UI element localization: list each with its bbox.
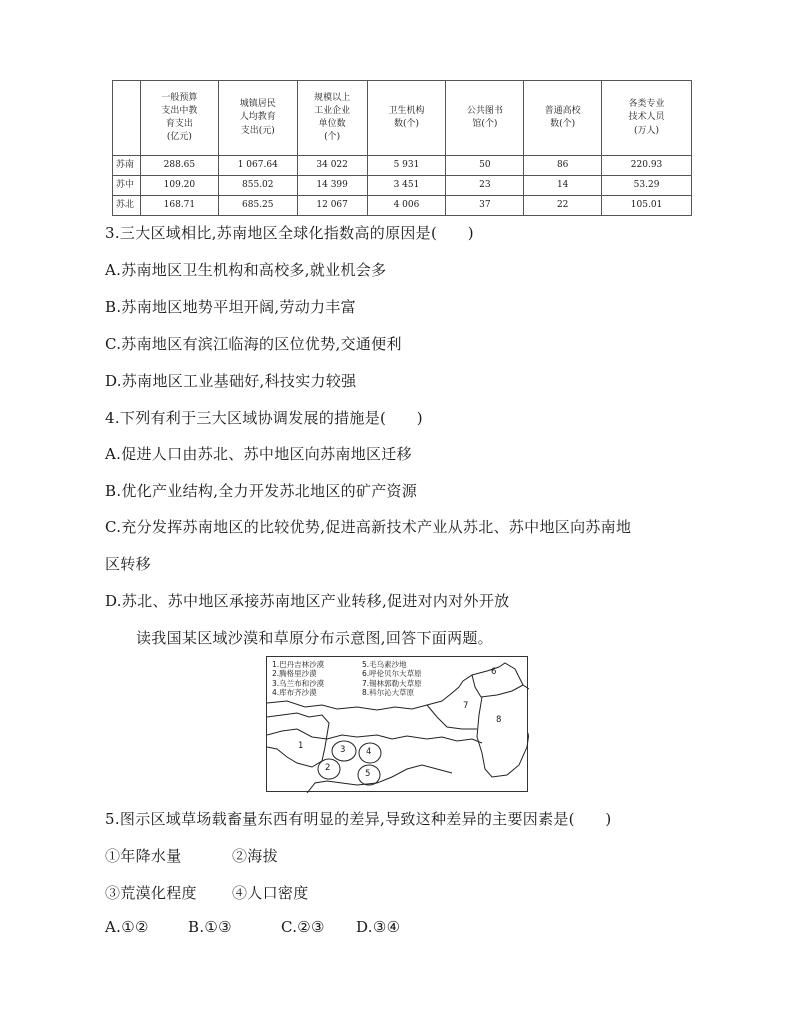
table-row (113, 156, 692, 176)
table-cell: 105.01 (602, 196, 692, 216)
question-5-stem: 5.图示区域草场载畜量东西有明显的差异,导致这种差异的主要因素是( ) (105, 810, 612, 828)
table-cell: 1 067.64 (218, 156, 297, 176)
table-cell: 12 067 (297, 196, 367, 216)
table-cell: 5 931 (367, 156, 446, 176)
table-cell: 苏中 (113, 176, 141, 196)
map-label-1: 1 (298, 741, 304, 751)
question-5-option-1: ①年降水量 (105, 847, 182, 865)
table-cell: 苏南 (113, 156, 141, 176)
question-5-answer-c: C.②③ (281, 918, 325, 936)
statistics-table (112, 80, 692, 216)
table-cell: 34 022 (297, 156, 367, 176)
map-label-7: 7 (463, 701, 469, 711)
question-5-answer-a: A.①② (105, 918, 149, 936)
legend-item: 3.乌兰布和沙漠 (272, 678, 325, 688)
map-label-5: 5 (365, 769, 371, 779)
table-cell: 86 (524, 156, 602, 176)
legend-item: 7.锡林郭勒大草原 (362, 678, 422, 688)
legend-item: 2.腾格里沙漠 (272, 669, 317, 679)
map-label-6: 6 (491, 667, 497, 677)
legend-item: 4.库布齐沙漠 (272, 687, 317, 697)
table-header-cell: 城镇居民 人均教育 支出(元) (218, 81, 297, 156)
table-cell: 14 399 (297, 176, 367, 196)
question-4-option-b: B.优化产业结构,全力开发苏北地区的矿产资源 (105, 482, 418, 500)
table-header-cell: 卫生机构 数(个) (367, 81, 446, 156)
question-5-option-4: ④人口密度 (232, 884, 309, 902)
table-cell: 50 (446, 156, 524, 176)
legend-item: 1.巴丹吉林沙漠 (272, 660, 325, 669)
table-cell: 22 (524, 196, 602, 216)
table-cell: 855.02 (218, 176, 297, 196)
question-5-option-3: ③荒漠化程度 (105, 884, 197, 902)
question-4-option-d: D.苏北、苏中地区承接苏南地区产业转移,促进对内对外开放 (105, 592, 510, 610)
map-label-3: 3 (340, 745, 346, 755)
question-3-option-b: B.苏南地区地势平坦开阔,劳动力丰富 (105, 298, 356, 316)
table-header-row (113, 81, 692, 156)
question-3-option-c: C.苏南地区有滨江临海的区位优势,交通便利 (105, 335, 402, 353)
table-header-cell: 一般预算 支出中教 育支出 (亿元) (140, 81, 218, 156)
table-cell: 685.25 (218, 196, 297, 216)
question-3-option-d: D.苏南地区工业基础好,科技实力较强 (105, 372, 357, 390)
table-cell: 168.71 (140, 196, 218, 216)
table-header-cell: 公共图书 馆(个) (446, 81, 524, 156)
question-5-answer-b: B.①③ (188, 918, 232, 936)
table-cell: 苏北 (113, 196, 141, 216)
question-4-option-c: C.充分发挥苏南地区的比较优势,促进高新技术产业从苏北、苏中地区向苏南地 (105, 518, 632, 536)
question-5-option-2: ②海拔 (232, 847, 278, 865)
table-row (113, 196, 692, 216)
question-3-stem: 3.三大区域相比,苏南地区全球化指数高的原因是( ) (105, 224, 474, 242)
table-header-cell: 规模以上 工业企业 单位数 (个) (297, 81, 367, 156)
desert-grassland-map (266, 656, 528, 792)
question-4-option-c-continued: 区转移 (105, 555, 151, 573)
map-label-2: 2 (325, 763, 331, 773)
table-header-cell (113, 81, 141, 156)
table-header-cell: 各类专业 技术人员 (万人) (602, 81, 692, 156)
map-label-8: 8 (496, 715, 502, 725)
table-cell: 288.65 (140, 156, 218, 176)
question-3-option-a: A.苏南地区卫生机构和高校多,就业机会多 (105, 261, 387, 279)
table-cell: 109.20 (140, 176, 218, 196)
map-intro-text: 读我国某区域沙漠和草原分布示意图,回答下面两题。 (136, 629, 493, 647)
table-cell: 4 006 (367, 196, 446, 216)
legend-item: 5.毛乌素沙地 (362, 660, 407, 669)
table-cell: 37 (446, 196, 524, 216)
table-cell: 53.29 (602, 176, 692, 196)
question-4-option-a: A.促进人口由苏北、苏中地区向苏南地区迁移 (105, 445, 412, 463)
legend-item: 8.科尔沁大草原 (362, 687, 415, 697)
map-label-4: 4 (366, 747, 372, 757)
table-cell: 3 451 (367, 176, 446, 196)
table-cell: 23 (446, 176, 524, 196)
question-5-answer-d: D.③④ (356, 918, 401, 936)
table-row (113, 176, 692, 196)
table-cell: 14 (524, 176, 602, 196)
legend-item: 6.呼伦贝尔大草原 (362, 669, 422, 679)
table-header-cell: 普通高校 数(个) (524, 81, 602, 156)
map-legend (272, 660, 422, 697)
table-cell: 220.93 (602, 156, 692, 176)
question-4-stem: 4.下列有利于三大区域协调发展的措施是( ) (105, 409, 423, 427)
